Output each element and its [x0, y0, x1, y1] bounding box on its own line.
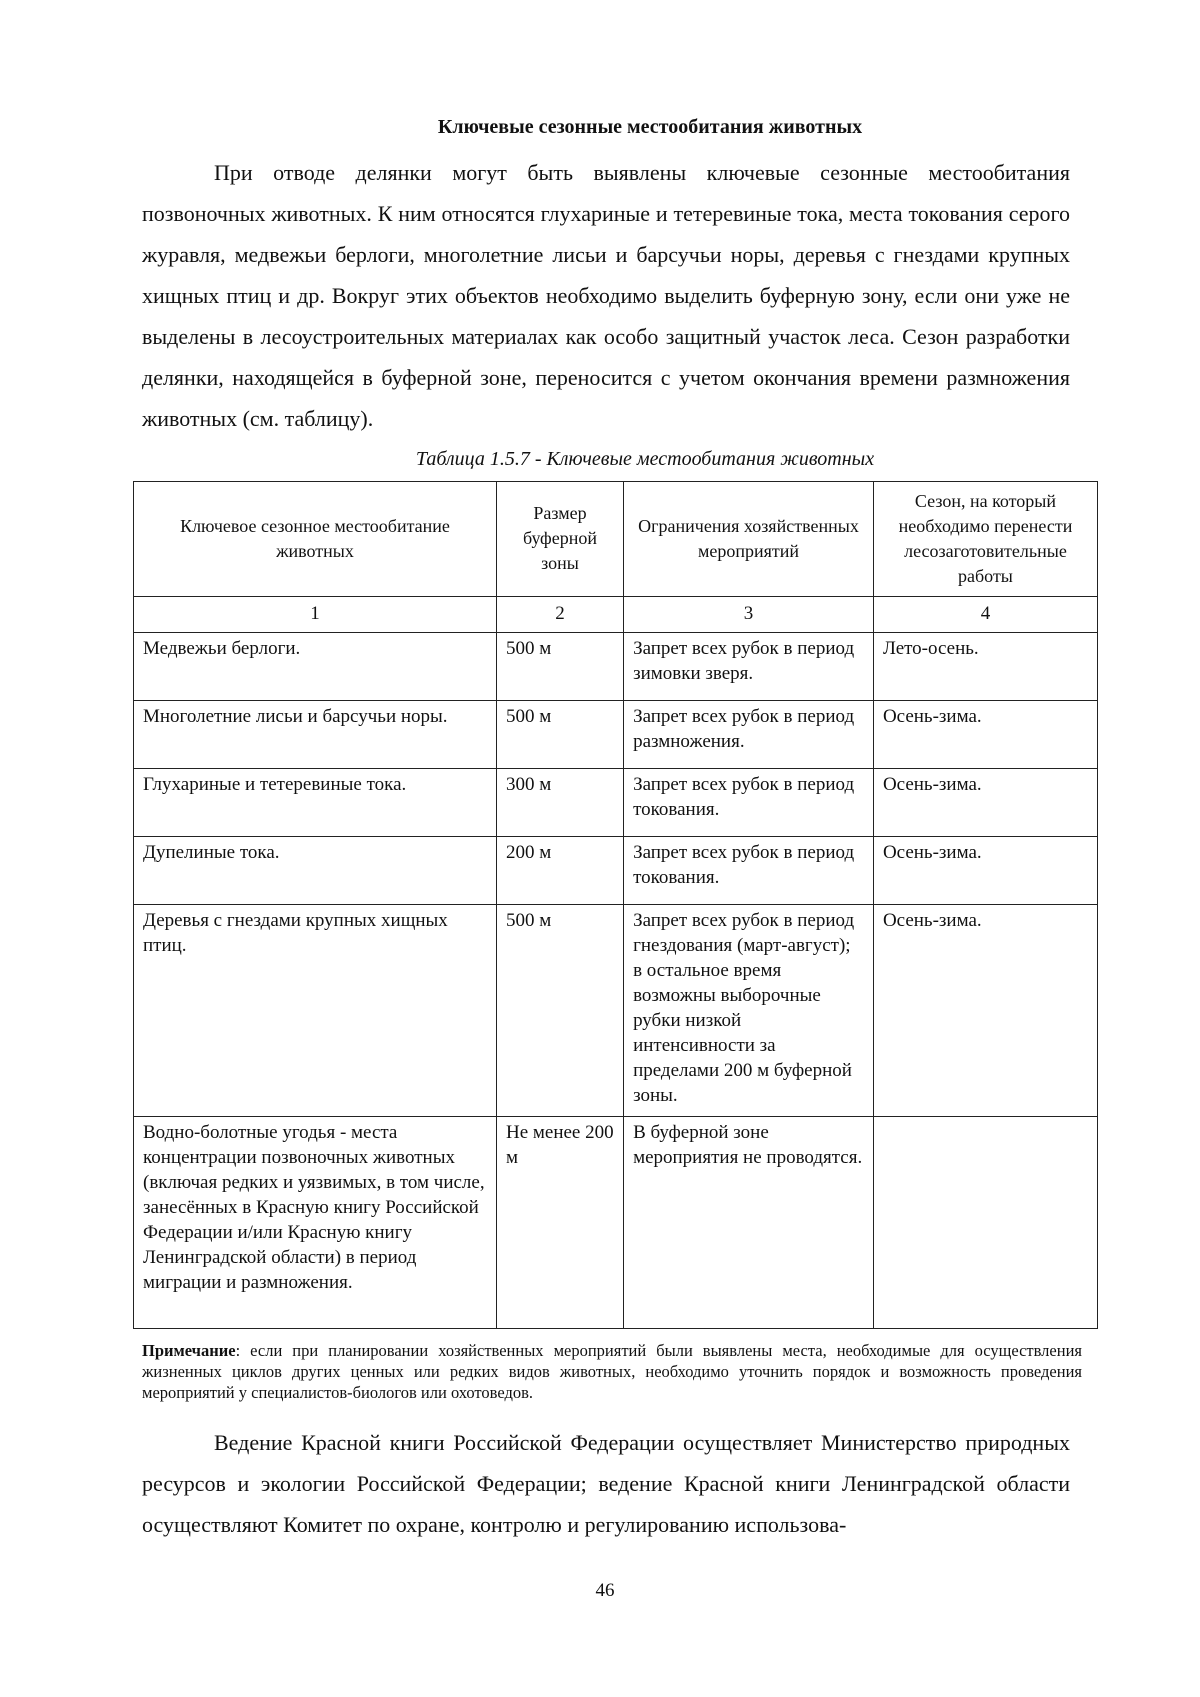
- section-heading: Ключевые сезонные местообитания животных: [437, 116, 863, 138]
- restriction-cell: Запрет всех рубок в период токования.: [624, 837, 874, 905]
- season-cell: [873, 1117, 1097, 1329]
- buffer-cell: 500 м: [496, 905, 623, 1117]
- habitat-cell: Медвежьи берлоги.: [134, 633, 497, 701]
- column-number: 4: [873, 597, 1097, 633]
- buffer-cell: 200 м: [496, 837, 623, 905]
- note-label: Примечание: [142, 1341, 236, 1360]
- header-season: Сезон, на который необходимо перенести лесозаготовительные работы: [873, 482, 1097, 597]
- habitat-cell: Глухариные и тетеревиные тока.: [134, 769, 497, 837]
- column-number: 1: [134, 597, 497, 633]
- buffer-cell: 500 м: [496, 701, 623, 769]
- season-cell: Осень-зима.: [873, 837, 1097, 905]
- buffer-cell: Не менее 200 м: [496, 1117, 623, 1329]
- table-note: [142, 1340, 1082, 1403]
- intro-paragraph-text: При отводе делянки могут быть выявлены ключевые сезонные местообитания позвоночных животных. К ним относятся глухариные и тетеревиные тока, места токования серого журавля, медвежьи берлоги, многолетние лисьи и барсучьи норы, деревья с гнездами крупных хищных птиц и др. Вокруг этих объектов необходимо выделить буферную зону, если они уже не выделены в лесоустроительных материалах как особо защитный участок леса. Сезон разработки делянки, находящейся в буферной зоне, переносится с учетом окончания времени размножения животных (см. таблицу).: [142, 160, 1070, 431]
- season-cell: Осень-зима.: [873, 769, 1097, 837]
- buffer-cell: 300 м: [496, 769, 623, 837]
- restriction-cell: Запрет всех рубок в период токования.: [624, 769, 874, 837]
- header-restrictions: Ограничения хозяйственных мероприятий: [624, 482, 874, 597]
- restriction-cell: Запрет всех рубок в период зимовки зверя.: [624, 633, 874, 701]
- note-text: : если при планировании хозяйственных мероприятий были выявлены места, необходимые для осуществления жизненных циклов других ценных или редких видов животных, необходимо уточнить порядок и возможность проведения мероприятий у специалистов-биологов или охотоведов.: [142, 1341, 1082, 1402]
- habitats-table: [133, 481, 1098, 1329]
- table-row: [134, 633, 1098, 701]
- column-number-row: [134, 597, 1098, 633]
- page-number: 46: [595, 1580, 615, 1601]
- table-row: [134, 837, 1098, 905]
- habitat-cell: Водно-болотные угодья - места концентрации позвоночных животных (включая редких и уязвимых, в том числе, занесённых в Красную книгу Российской Федерации и/или Красную книгу Ленинградской области) в период миграции и размножения.: [134, 1117, 497, 1329]
- season-cell: Лето-осень.: [873, 633, 1097, 701]
- season-cell: Осень-зима.: [873, 701, 1097, 769]
- habitat-cell: Многолетние лисьи и барсучьи норы.: [134, 701, 497, 769]
- table-row: [134, 1117, 1098, 1329]
- habitat-cell: Дупелиные тока.: [134, 837, 497, 905]
- table-caption: Таблица 1.5.7 - Ключевые местообитания животных: [415, 448, 875, 470]
- intro-paragraph: [142, 152, 1070, 439]
- table-row: [134, 769, 1098, 837]
- habitat-cell: Деревья с гнездами крупных хищных птиц.: [134, 905, 497, 1117]
- buffer-cell: 500 м: [496, 633, 623, 701]
- restriction-cell: В буферной зоне мероприятия не проводятся.: [624, 1117, 874, 1329]
- column-number: 3: [624, 597, 874, 633]
- restriction-cell: Запрет всех рубок в период размножения.: [624, 701, 874, 769]
- red-book-paragraph-text: Ведение Красной книги Российской Федерации осуществляет Министерство природных ресурсов и экологии Российской Федерации; ведение Красной книги Ленинградской области осуществляют Комитет по охране, контролю и регулированию использова-: [142, 1430, 1070, 1537]
- table-row: [134, 701, 1098, 769]
- table-header-row: [134, 482, 1098, 597]
- red-book-paragraph: [142, 1422, 1070, 1545]
- season-cell: Осень-зима.: [873, 905, 1097, 1117]
- column-number: 2: [496, 597, 623, 633]
- table-row: [134, 905, 1098, 1117]
- header-buffer-size: Размер буферной зоны: [496, 482, 623, 597]
- header-habitat: Ключевое сезонное местообитание животных: [134, 482, 497, 597]
- restriction-cell: Запрет всех рубок в период гнездования (март-август); в остальное время возможны выборочные рубки низкой интенсивности за пределами 200 м буферной зоны.: [624, 905, 874, 1117]
